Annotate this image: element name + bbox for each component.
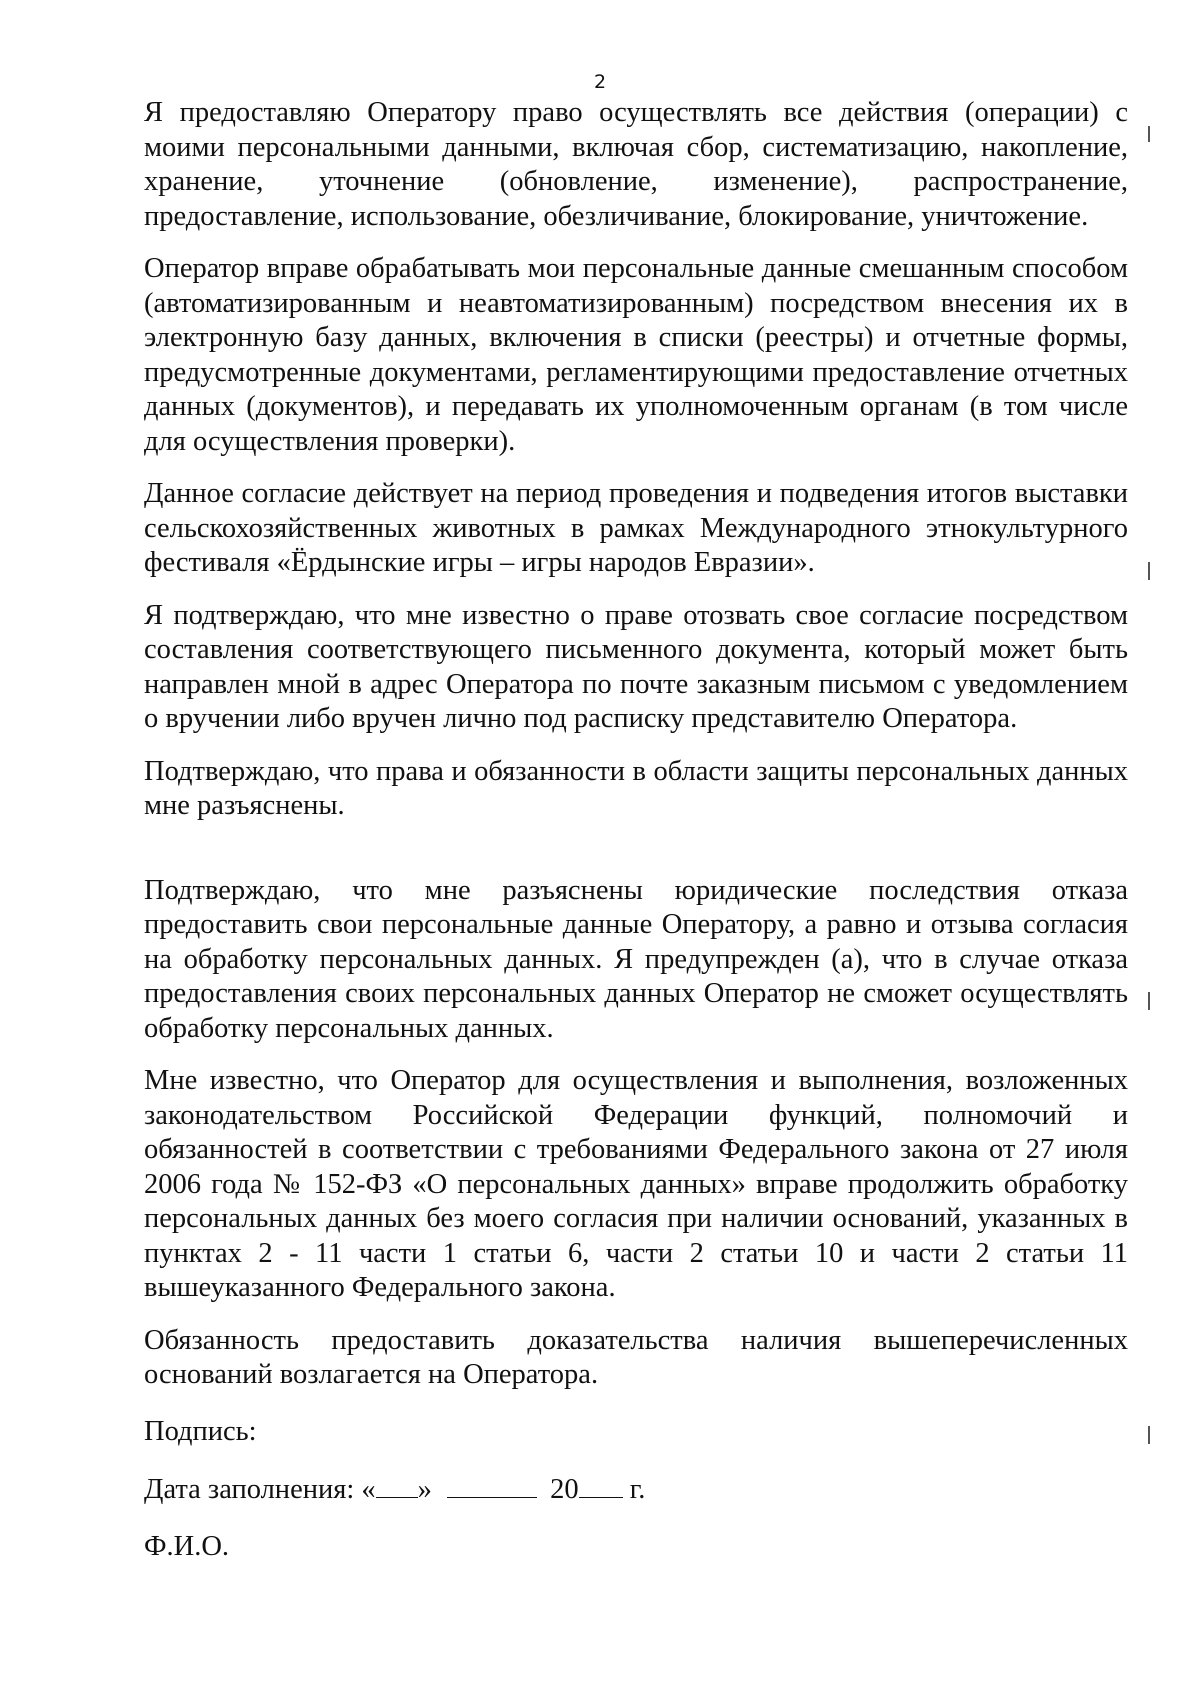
paragraph-withdrawal-right: Я подтверждаю, что мне известно о праве отозвать свое согласие посредством составления соответствующего письменного документа, который может быть направлен мной в адрес Оператора по почте заказным письмом с уведомлением о вручении либо вручен лично под расписку представителю Оператора. bbox=[144, 599, 1128, 734]
paragraph-refusal-consequences: Подтверждаю, что мне разъяснены юридические последствия отказа предоставить свои персональные данные Оператору, а равно и отзыва согласия на обработку персональных данных. Я предупрежден (а), что в случае отказа предоставления своих персональных данных Оператор не сможет осуществлять обработку персональных данных. bbox=[144, 874, 1128, 1044]
scan-artifact-mark bbox=[1148, 1426, 1150, 1444]
paragraph-processing-method: Оператор вправе обрабатывать мои персональные данные смешанным способом (автоматизированным и неавтоматизированным) посредством внесения их в электронную базу данных, включения в списки (реестры) и отчетные формы, предусмотренные документами, регламентирующими предоставление отчетных данных (документов), и передавать их уполномоченным органам (в том числе для осуществления проверки). bbox=[144, 253, 1128, 457]
paragraph-rights-explained: Подтверждаю, что права и обязанности в области защиты персональных данных мне разъяснены. bbox=[144, 755, 1128, 821]
close-quote: » bbox=[417, 1474, 432, 1505]
fill-date-line bbox=[144, 1471, 1128, 1508]
fio-line bbox=[144, 1530, 1128, 1565]
scan-artifact-mark bbox=[1148, 992, 1150, 1010]
scan-artifact-mark bbox=[1148, 562, 1150, 580]
year-blank-field[interactable] bbox=[579, 1471, 623, 1498]
signature-line bbox=[144, 1415, 1128, 1450]
paragraph-burden-of-proof: Обязанность предоставить доказательства наличия вышеперечисленных оснований возлагается на Оператора. bbox=[144, 1324, 1128, 1390]
page-number: 2 bbox=[593, 71, 607, 93]
month-blank-field[interactable] bbox=[447, 1471, 537, 1498]
fio-label: Ф.И.О. bbox=[144, 1530, 230, 1562]
paragraph-processing-without-consent: Мне известно, что Оператор для осуществления и выполнения, возложенных законодательством Российской Федерации функций, полномочий и обязанностей в соответствии с требованиями Федерального закона от 27 июля 2006 года № 152-ФЗ «О персональных данных» вправе продолжить обработку персональных данных без моего согласия при наличии оснований, указанных в пунктах 2 - 11 части 1 статьи 6, части 2 статьи 10 и части 2 статьи 11 вышеуказанного Федерального закона. bbox=[144, 1065, 1128, 1303]
year-suffix: г. bbox=[629, 1474, 646, 1505]
document-body bbox=[144, 96, 1128, 1586]
paragraph-consent-period: Данное согласие действует на период проведения и подведения итогов выставки сельскохозяйственных животных в рамках Международного этнокультурного фестиваля «Ёрдынские игры – игры народов Евразии». bbox=[144, 478, 1128, 578]
fill-date-label: Дата заполнения: bbox=[144, 1474, 355, 1505]
scan-artifact-mark bbox=[1148, 126, 1150, 142]
signature-label: Подпись: bbox=[144, 1415, 257, 1447]
year-prefix: 20 bbox=[550, 1474, 579, 1505]
open-quote: « bbox=[361, 1474, 376, 1505]
paragraph-consent-actions: Я предоставляю Оператору право осуществлять все действия (операции) с моими персональными данными, включая сбор, систематизацию, накопление, хранение, уточнение (обновление, изменение), распространение, предоставление, использование, обезличивание, блокирование, уничтожение. bbox=[144, 97, 1128, 232]
day-blank-field[interactable] bbox=[376, 1471, 418, 1498]
